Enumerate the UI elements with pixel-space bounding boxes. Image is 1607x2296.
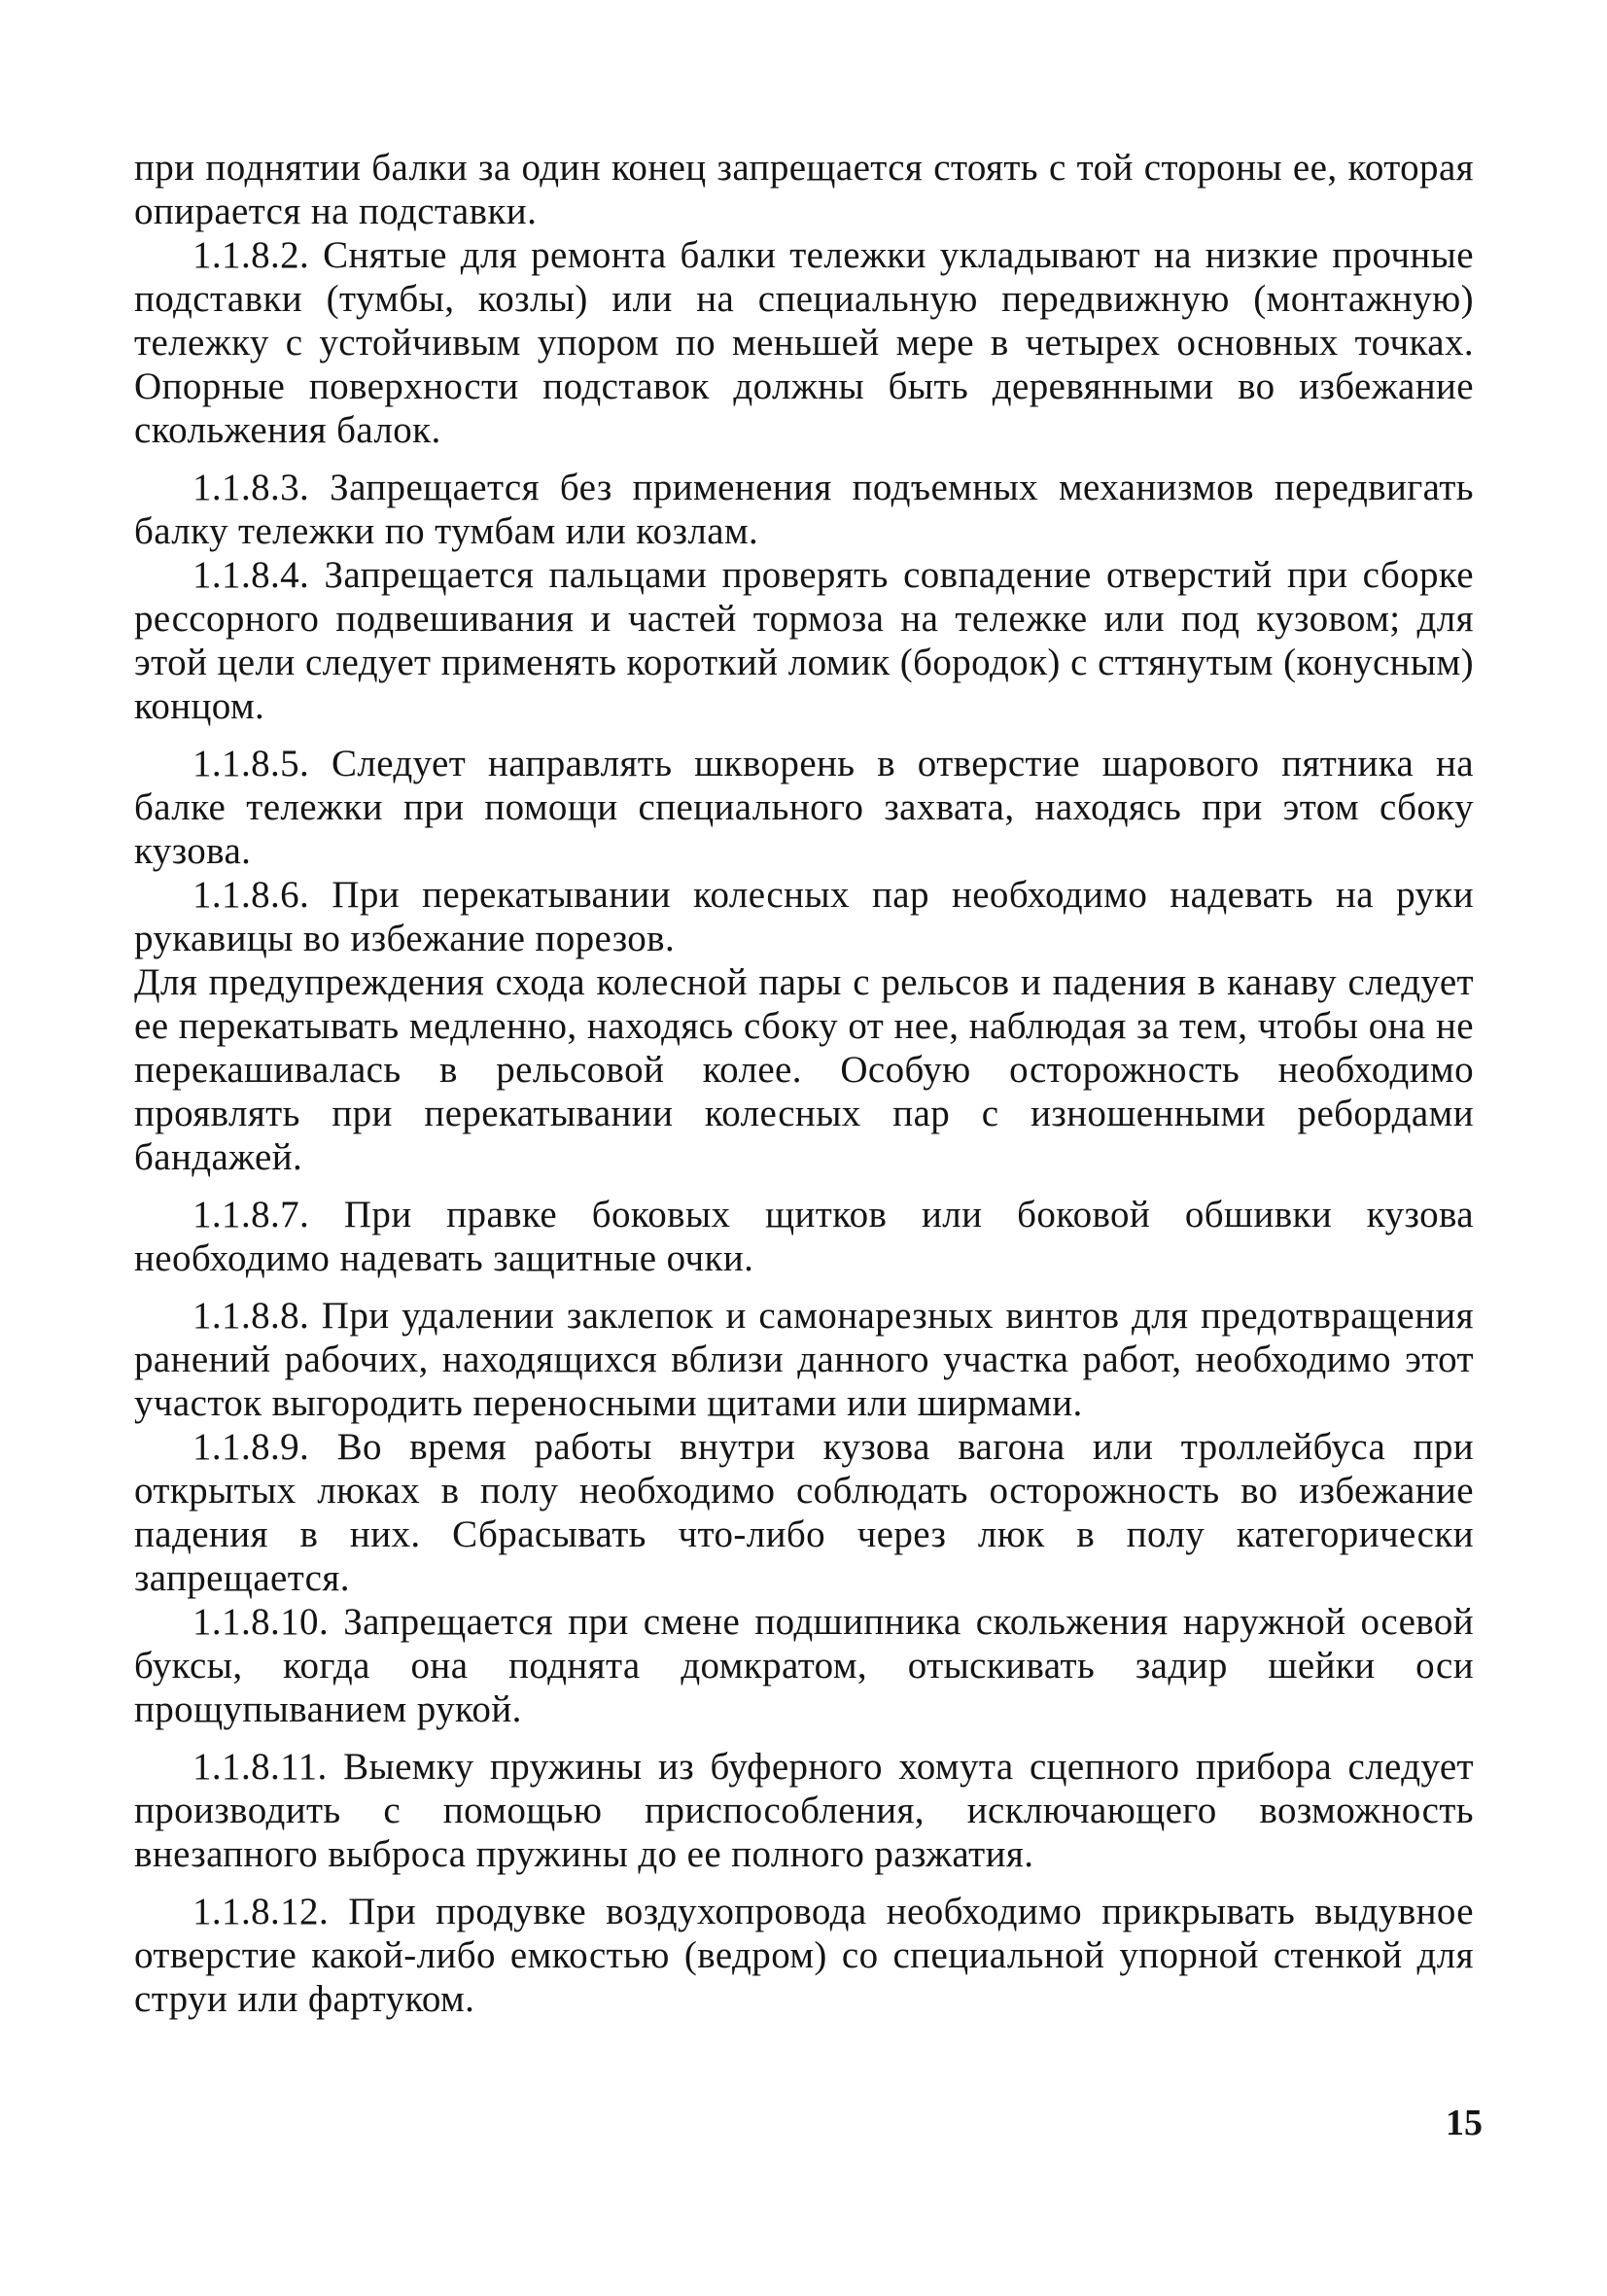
paragraph-1-1-8-7: 1.1.8.7. При правке боковых щитков или боковой обшивки кузова необходимо надевать защитные очки. bbox=[134, 1194, 1474, 1279]
paragraph-1-1-8-11: 1.1.8.11. Выемку пружины из буферного хомута сцепного прибора следует производить с помощью приспособления, исключающего возможность внезапного выброса пружины до ее полного разжатия. bbox=[134, 1746, 1474, 1875]
page-number: 15 bbox=[1446, 2103, 1483, 2143]
paragraph-1-1-8-6-continuation: Для предупреждения схода колесной пары с рельсов и падения в канаву следует ее перекатывать медленно, находясь сбоку от нее, наблюдая за тем, чтобы она не перекашивалась в рельсовой колее. Особую осторожность необходимо проявлять при перекатывании колесных пар с изношенными ребордами бандажей. bbox=[134, 961, 1474, 1178]
paragraph-1-1-8-5: 1.1.8.5. Следует направлять шкворень в отверстие шарового пятника на балке тележки при помощи специального захвата, находясь при этом сбоку кузова. bbox=[134, 743, 1474, 872]
paragraph-1-1-8-2: 1.1.8.2. Снятые для ремонта балки тележки укладывают на низкие прочные подставки (тумбы, козлы) или на специальную передвижную (монтажную) тележку с устойчивым упором по меньшей мере в четырех основных точках. Опорные поверхности подставок должны быть деревянными во избежание скольжения балок. bbox=[134, 234, 1474, 451]
paragraph-1-1-8-3: 1.1.8.3. Запрещается без применения подъемных механизмов передвигать балку тележки по тумбам или козлам. bbox=[134, 467, 1474, 552]
paragraph-1-1-8-9: 1.1.8.9. Во время работы внутри кузова вагона или троллейбуса при открытых люках в полу необходимо соблюдать осторожность во избежание падения в них. Сбрасывать что-либо через люк в полу категорически запрещается. bbox=[134, 1426, 1474, 1599]
body-text bbox=[134, 146, 1474, 2021]
paragraph-1-1-8-6: 1.1.8.6. При перекатывании колесных пар необходимо надевать на руки рукавицы во избежание порезов. bbox=[134, 874, 1474, 959]
paragraph-1-1-8-10: 1.1.8.10. Запрещается при смене подшипника скольжения наружной осевой буксы, когда она поднята домкратом, отыскивать задир шейки оси прощупыванием рукой. bbox=[134, 1601, 1474, 1730]
paragraph-1-1-8-12: 1.1.8.12. При продувке воздухопровода необходимо прикрывать выдувное отверстие какой-либо емкостью (ведром) со специальной упорной стенкой для струи или фартуком. bbox=[134, 1891, 1474, 2020]
paragraph-1-1-8-8: 1.1.8.8. При удалении заклепок и самонарезных винтов для предотвращения ранений рабочих, находящихся вблизи данного участка работ, необходимо этот участок выгородить переносными щитами или ширмами. bbox=[134, 1295, 1474, 1424]
paragraph-1-1-8-4: 1.1.8.4. Запрещается пальцами проверять совпадение отверстий при сборке рессорного подвешивания и частей тормоза на тележке или под кузовом; для этой цели следует применять короткий ломик (бородок) с сттянутым (конусным) концом. bbox=[134, 554, 1474, 727]
paragraph-continuation: при поднятии балки за один конец запрещается стоять с той стороны ее, которая опирается на подставки. bbox=[134, 147, 1474, 232]
